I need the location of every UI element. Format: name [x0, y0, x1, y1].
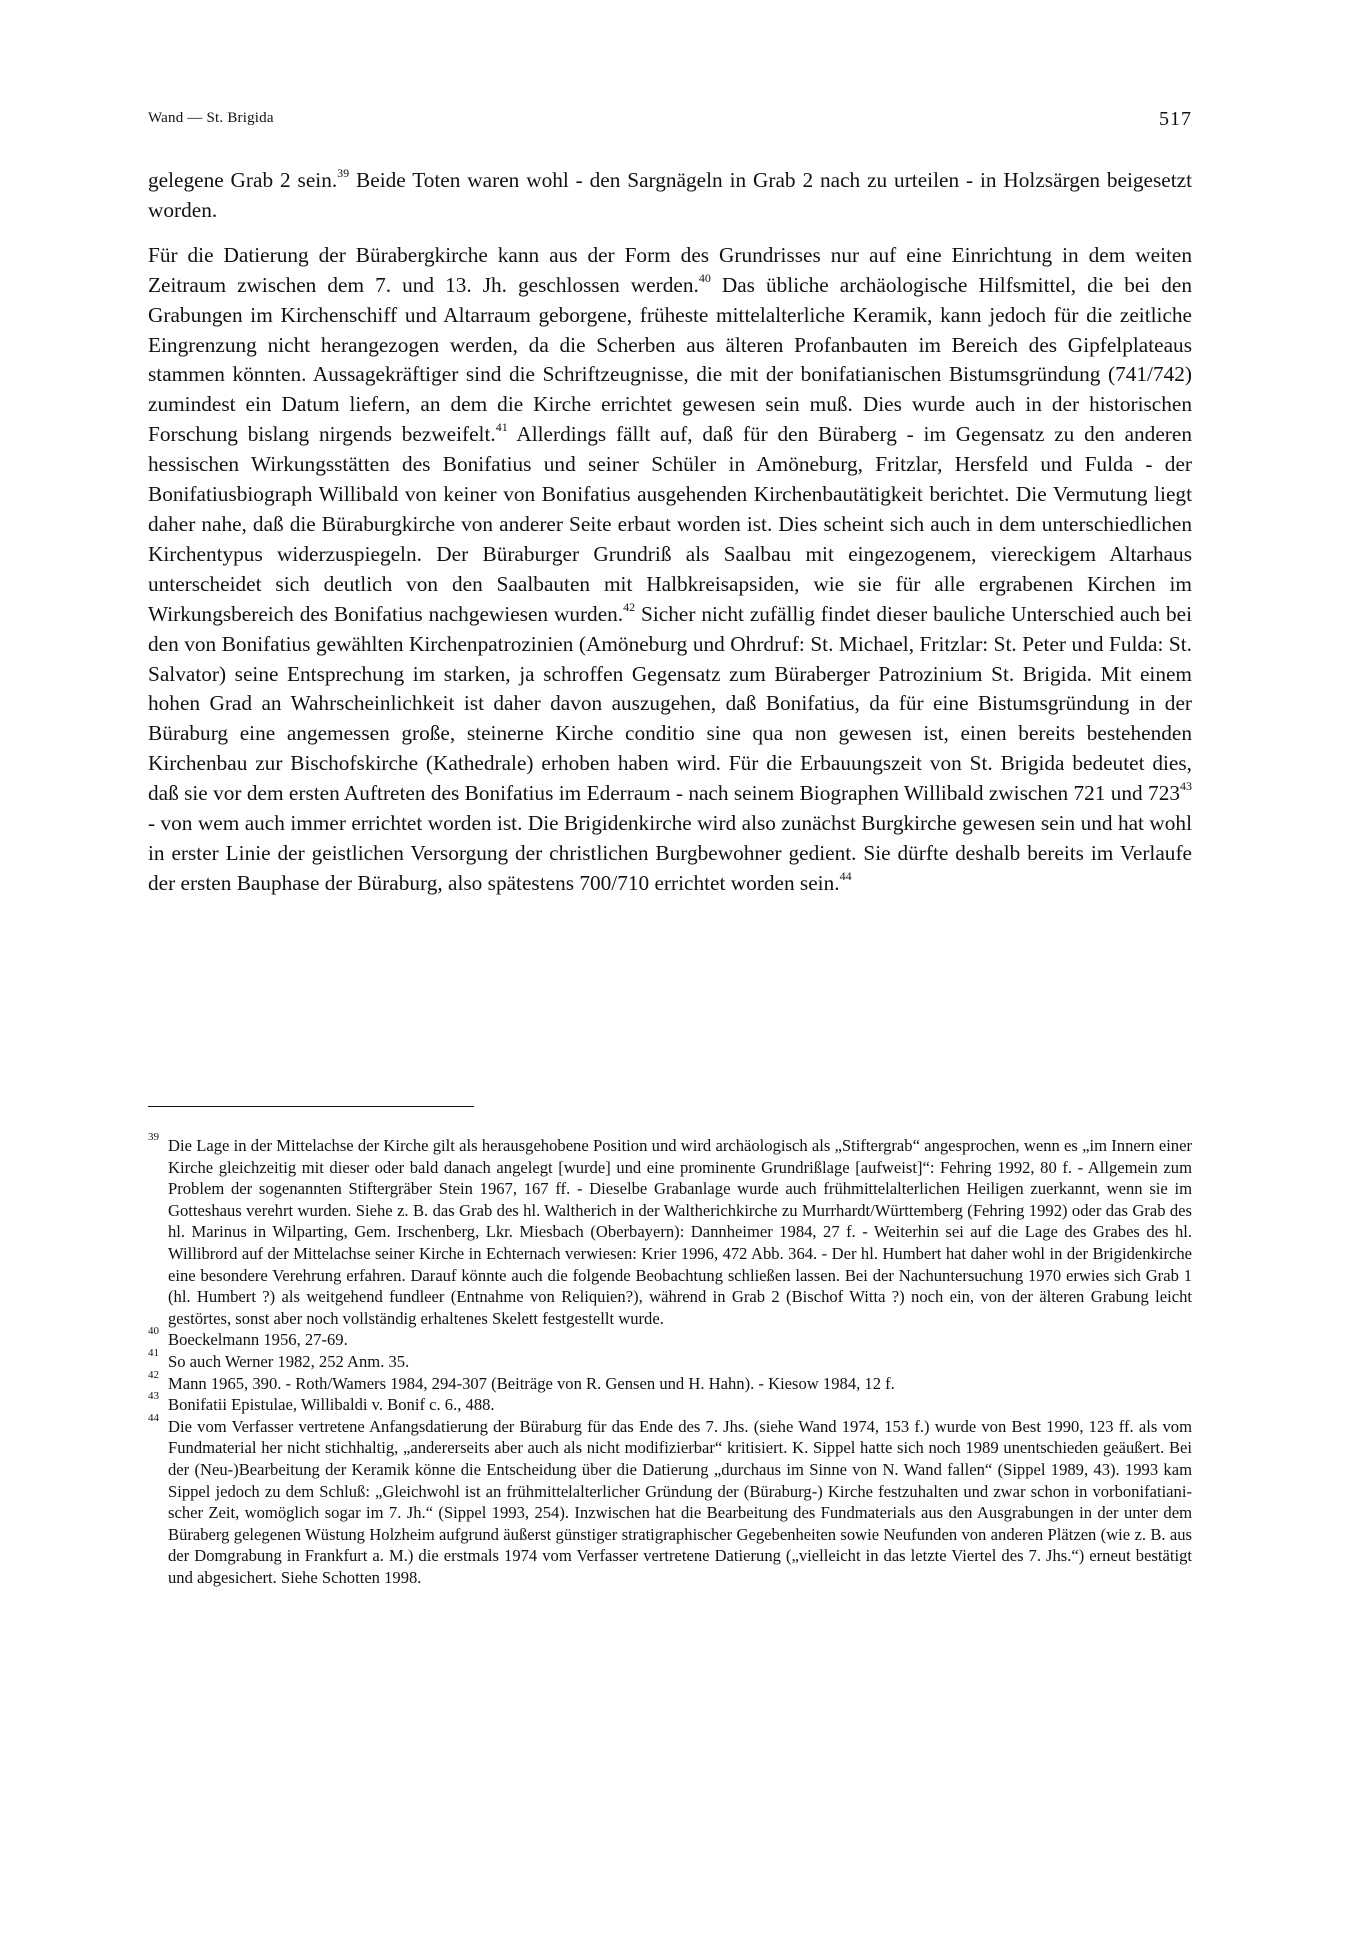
footnote-39: [148, 1131, 1192, 1329]
footnotes: [148, 1131, 1192, 1588]
footnote-number: 42: [148, 1368, 159, 1381]
body-text-run: Allerdings fällt auf, daß für den Büraberg - im Gegensatz zu den anderen hessischen Wirkungsstätten des Bonifatius und seiner Schüler in Amöneburg, Fritzlar, Hersfeld und Fulda - der Bonifatiusbiograph Willibald von keiner von Bonifatius ausgehenden Kirchenbautätigkeit berichtet. Die Vermutung liegt daher nahe, daß die Büraburgkirche von anderer Seite erbaut worden ist. Dies scheint sich auch in dem unterschiedlichen Kirchentypus widerzuspiegeln. Der Büraburger Grundriß als Saalbau mit eingezogenem, viereckigem Altarhaus unterscheidet sich deutlich von den Saalbauten mit Halbkreisapsiden, wie sie für alle ergrabenen Kirchen im Wirkungsbereich des Bonifatius nachgewiesen wurden.: [148, 422, 1192, 626]
footnote-number: 44: [148, 1411, 159, 1424]
footnote-number: 43: [148, 1390, 159, 1403]
running-head: [148, 108, 1192, 136]
footnote-reference: 41: [495, 420, 508, 435]
footnote-reference: 40: [698, 270, 711, 285]
body-paragraph: [148, 241, 1192, 899]
footnote-text: Die vom Verfasser vertretene Anfangsdatierung der Büraburg für das Ende des 7. Jhs. (siehe Wand 1974, 153 f.) wurde von Best 1990, 123 ff. als vom Fundmaterial her nicht stichhaltig, „andererseits aber auch als nicht modifizierbar“ kritisiert. K. Sippel hatte sich noch 1989 unentschieden geäußert. Bei der (Neu-)Bearbeitung der Keramik könne die Entscheidung über die Datierung „durchaus im Sinne von N. Wand fallen“ (Sippel 1989, 43). 1993 kam Sippel jedoch zu dem Schluß: „Gleichwohl ist an frühmittelalterlicher Gründung der (Büraburg-) Kirche festzuhalten und zwar schon in vorbonifatianischer Zeit, womöglich sogar im 7. Jh.“ (Sippel 1993, 254). Inzwischen hat die Bearbeitung des Fundmaterials aus den Ausgrabungen in der unter dem Büraberg gelegenen Wüstung Holzheim aufgrund äußerst günstiger stratigraphischer Gegebenheiten sowie Neufunden von anderen Plätzen (wie z. B. aus der Domgrabung in Frankfurt a. M.) die erstmals 1974 vom Verfasser vertretene Datierung („vielleicht in das letzte Viertel des 7. Jhs.“) erneut bestätigt und abgesichert. Siehe Schotten 1998.: [168, 1416, 1192, 1587]
footnote-42: [148, 1368, 1192, 1395]
footnote-text: So auch Werner 1982, 252 Anm. 35.: [168, 1351, 410, 1371]
body-text-run: Für die Datierung der Bürabergkirche kann aus der Form des Grundrisses nur auf eine Einrichtung in dem weiten Zeitraum zwischen dem 7. und 13. Jh. geschlossen werden.: [148, 242, 1192, 297]
body-text: [148, 166, 1192, 899]
footnote-number: 39: [148, 1131, 159, 1143]
footnote-43: [148, 1390, 1192, 1416]
footnote-reference: 39: [337, 165, 350, 180]
footnote-40: [148, 1325, 1192, 1351]
footnote-reference: 44: [839, 868, 852, 883]
footnote-separator: [148, 1106, 474, 1107]
body-text-run: Beide Toten waren wohl - den Sargnägeln in Grab 2 nach zu urteilen - in Holzsärgen beigesetzt worden.: [148, 168, 1193, 222]
footnote-text: Bonifatii Epistulae, Willibaldi v. Bonif c. 6., 488.: [168, 1395, 495, 1415]
body-text-run: gelegene Grab 2 sein.: [148, 168, 338, 192]
footnote-text: Mann 1965, 390. - Roth/Wamers 1984, 294-307 (Beiträge von R. Gensen und H. Hahn). - Kiesow 1984, 12 f.: [168, 1373, 895, 1393]
body-text-run: Sicher nicht zufällig findet dieser bauliche Unterschied auch bei den von Bonifatius gewählten Kirchenpatrozinien (Amöneburg und Ohrdruf: St. Michael, Fritzlar: St. Peter und Fulda: St. Salvator) seine Entsprechung im starken, ja schroffen Gegensatz zum Büraberger Patrozinium St. Brigida. Mit einem hohen Grad an Wahrscheinlichkeit ist daher davon auszugehen, daß Bonifatius, da für eine Bistumsgründung in der Büraburg eine angemessen große, steinerne Kirche conditio sine qua non gewesen ist, einen bereits bestehenden Kirchenbau zur Bischofskirche (Kathedrale) erhoben haben wird. Für die Erbauungszeit von St. Brigida bedeutet dies, daß sie vor dem ersten Auftreten des Bonifatius im Ederraum - nach seinem Biographen Willibald zwischen 721 und 723: [148, 601, 1193, 806]
body-text-run: Das übliche archäologische Hilfsmittel, die bei den Grabungen im Kirchenschiff und Altarraum geborgene, früheste mittelalterliche Keramik, kann jedoch für die zeitliche Eingrenzung nicht herangezogen werden, da die Scherben aus älteren Profanbauten im Bereich des Gipfelplateaus stammen könnten. Aussagekräftiger sind die Schriftzeugnisse, die mit der bonifatianischen Bistumsgründung (741/742) zumindest ein Datum liefern, an dem die Kirche errichtet gewesen sein muß. Dies wurde auch in der historischen Forschung bislang nirgends bezweifelt.: [148, 272, 1192, 447]
book-page: [148, 0, 1192, 1933]
body-text-run: - von wem auch immer errichtet worden ist. Die Brigidenkirche wird also zunächst Burgkirche gewesen sein und hat wohl in erster Linie der geistlichen Versorgung der christlichen Burgbewohner gedient. Sie dürfte deshalb bereits im Verlaufe der ersten Bauphase der Büraburg, also spätestens 700/710 errichtet worden sein.: [148, 811, 1192, 895]
footnote-44: [148, 1411, 1192, 1589]
footnote-text: Boeckelmann 1956, 27-69.: [168, 1330, 348, 1350]
footnote-41: [148, 1346, 1192, 1373]
body-paragraph: [148, 166, 1192, 226]
footnote-reference: 42: [623, 599, 636, 614]
page-number: 517: [1159, 108, 1192, 130]
footnote-number: 40: [148, 1325, 159, 1338]
footnote-reference: 43: [1180, 779, 1192, 794]
footnote-number: 41: [148, 1346, 159, 1359]
running-head-title: Wand — St. Brigida: [148, 110, 274, 126]
footnote-text: Die Lage in der Mittelachse der Kirche gilt als herausgehobene Position und wird archäologisch als „Stiftergrab“ angesprochen, wenn es „im Innern einer Kirche gleichzeitig mit dieser oder bald danach angelegt [wurde] und eine prominente Grundrißlage [aufweist]“: Fehring 1992, 80 f. - Allgemein zum Problem der sogenannten Stiftergräber Stein 1967, 167 ff. - Dieselbe Grabanlage wurde auch frühmittelalterlichen Heiligen zuerkannt, wenn sie im Gotteshaus verehrt wurden. Siehe z. B. das Grab des hl. Waltherich in der Waltherichkirche zu Murrhardt/Württemberg (Fehring 1992) oder das Grab des hl. Marinus in Wilparting, Gem. Irschenberg, Lkr. Miesbach (Oberbayern): Dannheimer 1984, 27 f. - Weiterhin sei auf die Lage des Grabes des hl. Willibrord auf der Mittelachse seiner Kirche in Echternach verwiesen: Krier 1996, 472 Abb. 364. - Der hl. Humbert hat daher wohl in der Brigidenkirche eine besondere Verehrung erfahren. Darauf könnte auch die folgende Beobachtung schließen lassen. Bei der Nachuntersuchung 1970 erwies sich Grab 1 (hl. Humbert ?) als weitgehend fundleer (Entnahme von Reliquien?), während in Grab 2 (Bischof Witta ?) noch ein, von der älteren Grabung leicht gestörtes, sonst aber noch vollständig erhaltenes Skelett festgestellt wurde.: [168, 1136, 1192, 1328]
